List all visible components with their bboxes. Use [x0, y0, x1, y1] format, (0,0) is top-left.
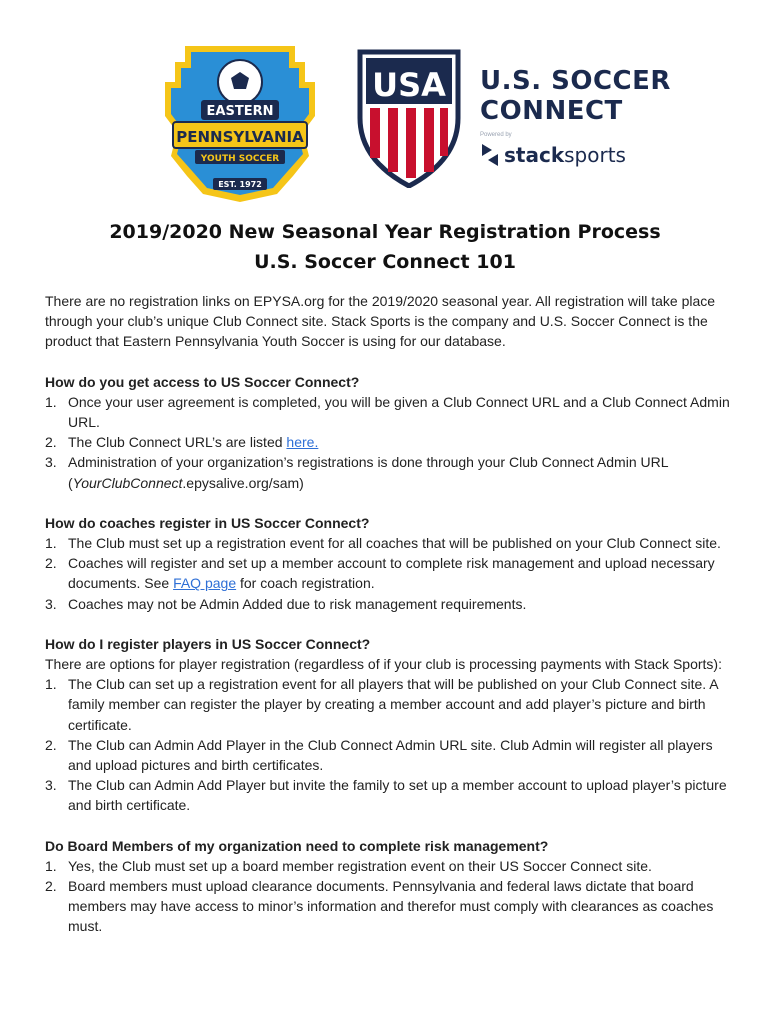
stacksports-icon [480, 142, 500, 168]
section-board-members [45, 836, 735, 937]
list-item: 1. Once your user agreement is completed, you will be given a Club Connect URL and a Club Connect Admin URL. [45, 393, 730, 431]
list-item: 3. Coaches may not be Admin Added due to risk management requirements. [45, 595, 527, 612]
page-subtitle: U.S. Soccer Connect 101 [254, 251, 516, 273]
list-item: 1. Yes, the Club must set up a board member registration event on their US Soccer Connect site. [45, 857, 652, 874]
numbered-list [45, 856, 735, 937]
sports-word: sports [564, 143, 626, 167]
section-coaches [45, 513, 735, 614]
section-question: How do coaches register in US Soccer Connect? [45, 514, 370, 531]
list-item: 1. The Club must set up a registration event for all coaches that will be published on your Club Connect site. [45, 535, 721, 552]
list-item: 3. The Club can Admin Add Player but invite the family to set up a member account to upload player’s picture and birth certificate. [45, 777, 727, 814]
section-players [45, 634, 735, 816]
section-question: How do I register players in US Soccer Connect? [45, 635, 371, 652]
list-item: 2. The Club can Admin Add Player in the Club Connect Admin URL site. Club Admin will register all players and upload pictures and birth certificates. [45, 736, 713, 774]
list-item: 2. Board members must upload clearance documents. Pennsylvania and federal laws dictate that board members may have access to minor’s information and therefor must comply with clearances as coaches must. [45, 878, 714, 935]
list-item: 2. Coaches will register and set up a member account to complete risk management and upload necessary documents. See FAQ page for coach registration. [45, 555, 715, 592]
logo-header [0, 0, 770, 210]
epysa-line3: YOUTH SOCCER [200, 154, 280, 164]
stack-word: stack [504, 143, 565, 167]
section-question: Do Board Members of my organization need to complete risk management? [45, 837, 549, 854]
usc-title-line1: U.S. SOCCER [480, 66, 671, 96]
list-item: 3. Administration of your organization’s registrations is done through your Club Connect Admin URL (YourClubConnect.epysalive.org/sam) [45, 454, 668, 491]
epysa-line4: EST. 1972 [218, 180, 262, 189]
section-intro: There are options for player registration (regardless of if your club is processing payments with Stack Sports): [45, 656, 722, 673]
club-connect-urls-link[interactable]: here. [286, 434, 319, 451]
crest-text: USA [372, 66, 446, 104]
usc-title-line2: CONNECT [480, 96, 623, 126]
intro-paragraph: There are no registration links on EPYSA.org for the 2019/2020 seasonal year. All registration will take place through your club’s unique Club Connect site. Stack Sports is the company and U.S. Soccer Connect is the product that Eastern Pennsylvania Youth Soccer is using for our database. [45, 293, 716, 350]
epysa-line2: PENNSYLVANIA [176, 128, 304, 146]
section-question: How do you get access to US Soccer Connect? [45, 373, 360, 390]
section-access [45, 372, 735, 493]
powered-by-label: Powered by [480, 132, 512, 138]
epysa-logo [165, 44, 315, 202]
epysa-line1: EASTERN [206, 104, 274, 119]
list-item: 1. The Club can set up a registration event for all players that will be published on your Club Connect site. A family member can register the player by creating a member account and add player’s picture and birth certificate. [45, 676, 718, 733]
page-title: 2019/2020 New Seasonal Year Registration Process [109, 221, 661, 243]
document-body [45, 291, 735, 957]
faq-page-link[interactable]: FAQ page [173, 575, 237, 592]
list-item: 2. The Club Connect URL’s are listed here. [45, 434, 319, 451]
usa-crest-logo [356, 48, 462, 188]
numbered-list [45, 674, 735, 815]
stacksports-logo [480, 142, 680, 168]
us-soccer-connect-logo [480, 66, 680, 186]
numbered-list [45, 533, 735, 614]
numbered-list [45, 392, 735, 493]
